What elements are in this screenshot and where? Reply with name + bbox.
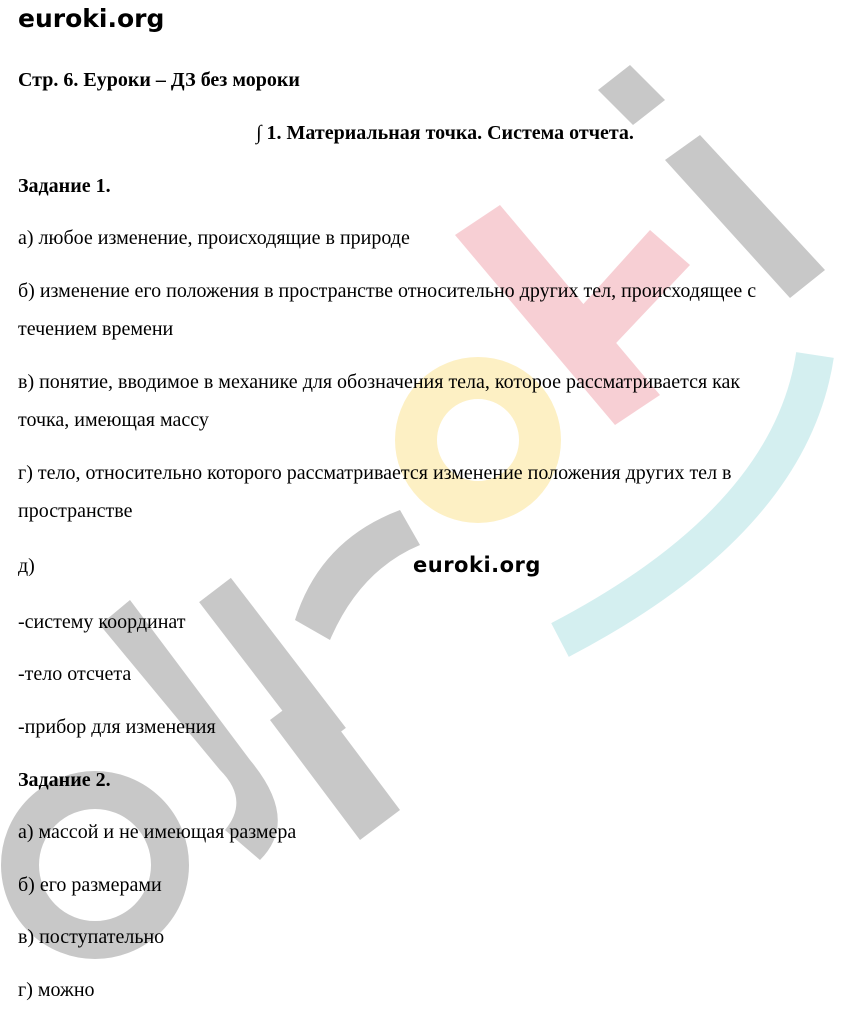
task2-answer-g: г) можно (18, 979, 95, 1001)
section-title: ∫ 1. Материальная точка. Система отчета. (256, 122, 634, 144)
site-logo: euroki.org (18, 4, 165, 33)
task1-answer-a: а) любое изменение, происходящие в природе (18, 227, 410, 249)
task1-answer-v-cont: точка, имеющая массу (18, 409, 209, 431)
task1-answer-b: б) изменение его положения в пространстве относительно других тел, происходящее с (18, 280, 757, 302)
task2-answer-a: а) массой и не имеющая размера (18, 821, 297, 843)
task1-answer-g-cont: пространстве (18, 500, 133, 522)
task1-answer-b-cont: течением времени (18, 318, 174, 340)
task1-answer-g: г) тело, относительно которого рассматривается изменение положения других тел в (18, 462, 732, 484)
task1-d-item: -тело отсчета (18, 663, 132, 685)
inline-watermark: euroki.org (413, 553, 541, 577)
task1-d-item: -систему координат (18, 611, 186, 633)
task1-answer-v: в) понятие, вводимое в механике для обозначения тела, которое рассматривается как (18, 371, 741, 393)
task2-answer-b: б) его размерами (18, 874, 162, 896)
page-header: Стр. 6. Еуроки – ДЗ без мороки (18, 69, 300, 91)
task1-answer-d: д) (18, 555, 35, 577)
task1-title: Задание 1. (18, 175, 111, 197)
task2-title: Задание 2. (18, 769, 111, 791)
task1-d-item: -прибор для изменения (18, 716, 216, 738)
watermark-letter-e (20, 790, 170, 940)
task2-answer-v: в) поступательно (18, 926, 165, 948)
